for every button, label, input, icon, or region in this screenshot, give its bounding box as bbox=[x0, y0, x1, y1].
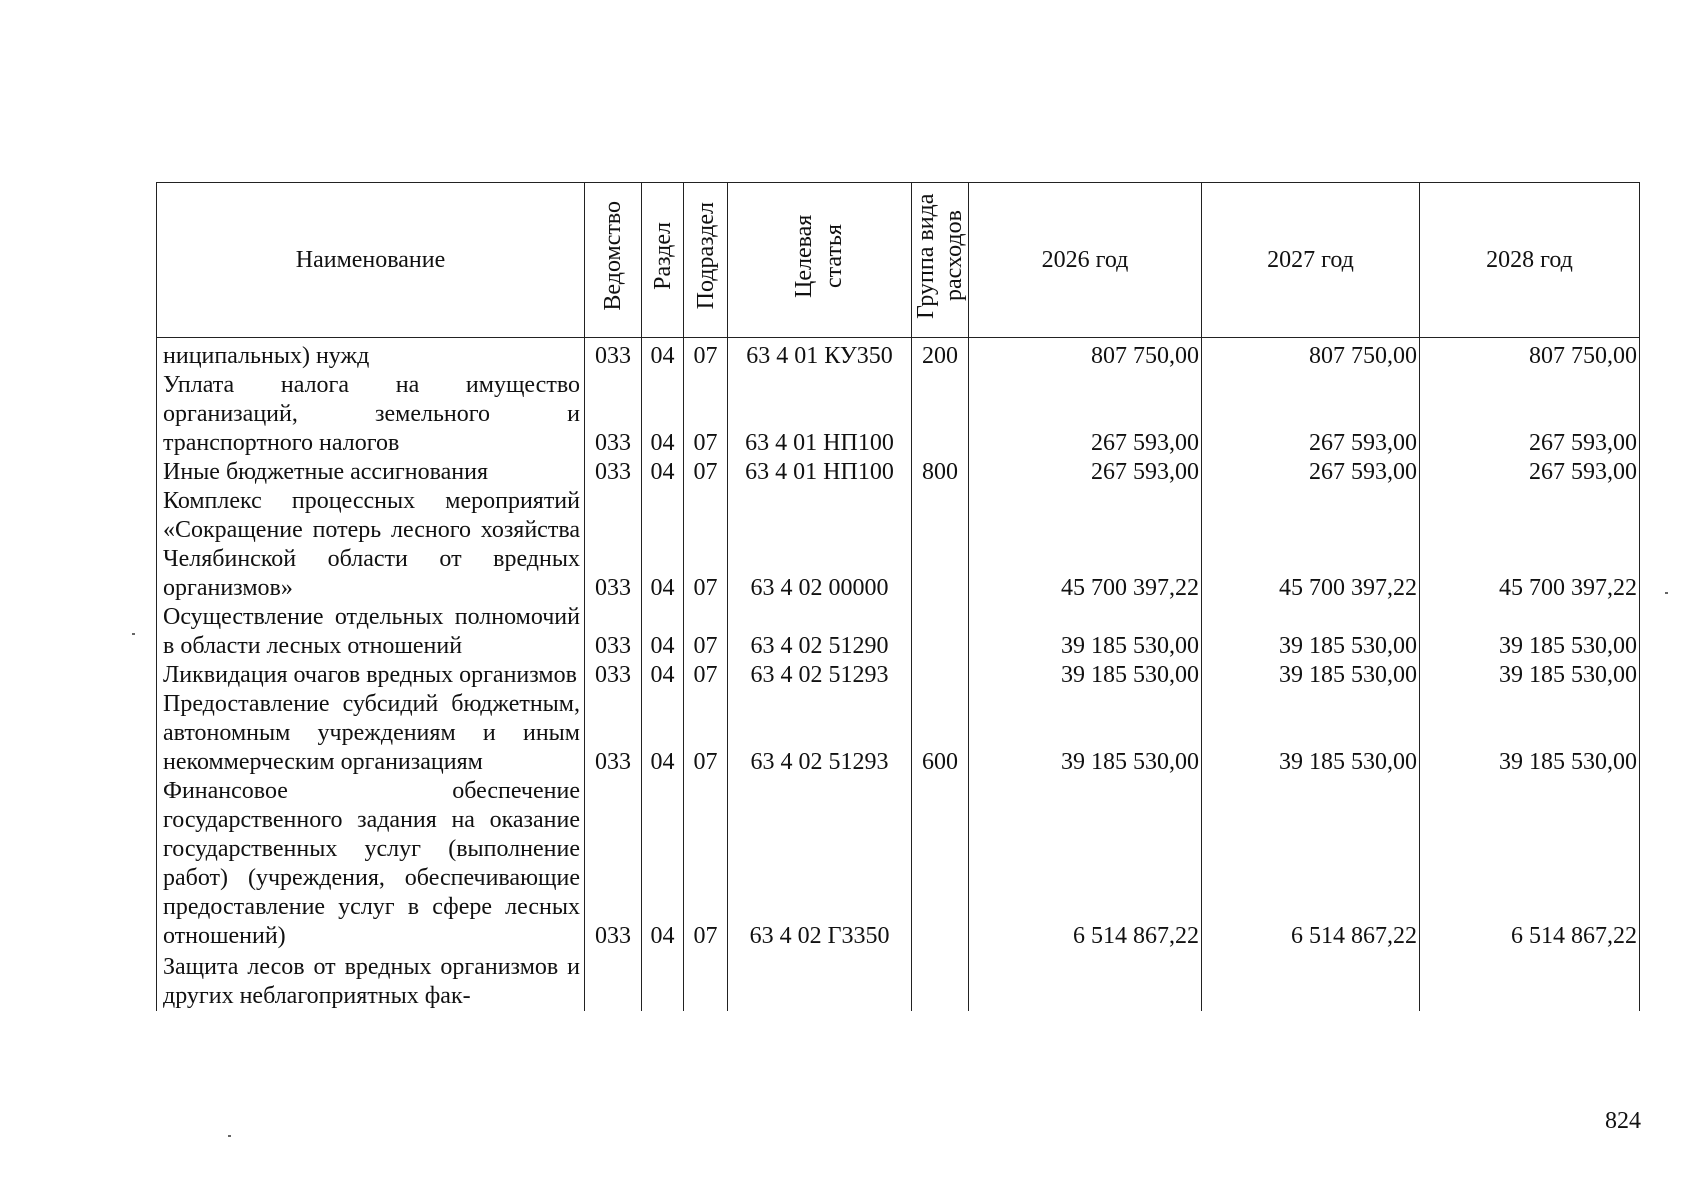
row-2027 bbox=[1202, 951, 1420, 1011]
row-2028: 39 185 530,00 bbox=[1420, 603, 1640, 661]
row-subsection: 07 bbox=[684, 487, 728, 603]
row-name: Комплекс процессных мероприятий «Сокращение потерь лесного хозяйства Челябинской области от вредных организмов» bbox=[157, 487, 585, 603]
row-group: 200 bbox=[912, 338, 969, 372]
row-2028: 807 750,00 bbox=[1420, 338, 1640, 372]
row-2026: 39 185 530,00 bbox=[969, 603, 1202, 661]
row-2028 bbox=[1420, 951, 1640, 1011]
row-2028: 39 185 530,00 bbox=[1420, 661, 1640, 690]
table-row bbox=[157, 951, 1640, 1011]
row-2026: 807 750,00 bbox=[969, 338, 1202, 372]
row-target: 63 4 02 00000 bbox=[728, 487, 912, 603]
row-name: Финансовое обеспечение государственного задания на оказание государственных услуг (выполнение работ) (учреждения, обеспечивающие предоставление услуг в сфере лесных отношений) bbox=[157, 777, 585, 951]
row-dept: 033 bbox=[585, 338, 642, 372]
row-dept: 033 bbox=[585, 661, 642, 690]
row-group bbox=[912, 777, 969, 951]
row-target: 63 4 02 51293 bbox=[728, 690, 912, 777]
header-2028: 2028 год bbox=[1420, 183, 1640, 338]
table-row bbox=[157, 371, 1640, 458]
row-2026: 39 185 530,00 bbox=[969, 661, 1202, 690]
row-dept: 033 bbox=[585, 487, 642, 603]
scan-speck bbox=[228, 1135, 231, 1137]
row-section: 04 bbox=[642, 371, 684, 458]
row-2028: 45 700 397,22 bbox=[1420, 487, 1640, 603]
row-2027: 267 593,00 bbox=[1202, 458, 1420, 487]
row-target: 63 4 02 51290 bbox=[728, 603, 912, 661]
row-section: 04 bbox=[642, 661, 684, 690]
row-section: 04 bbox=[642, 603, 684, 661]
row-2027: 39 185 530,00 bbox=[1202, 690, 1420, 777]
row-target: 63 4 01 НП100 bbox=[728, 371, 912, 458]
table-body bbox=[157, 338, 1640, 1012]
row-subsection: 07 bbox=[684, 458, 728, 487]
row-group bbox=[912, 371, 969, 458]
scan-speck bbox=[132, 633, 135, 635]
row-dept: 033 bbox=[585, 371, 642, 458]
header-name: Наименование bbox=[157, 183, 585, 338]
row-target: 63 4 02 51293 bbox=[728, 661, 912, 690]
row-2026: 6 514 867,22 bbox=[969, 777, 1202, 951]
row-2027: 267 593,00 bbox=[1202, 371, 1420, 458]
header-subsection: Подраздел bbox=[684, 183, 728, 338]
row-2028: 6 514 867,22 bbox=[1420, 777, 1640, 951]
table-row bbox=[157, 458, 1640, 487]
row-group bbox=[912, 951, 969, 1011]
row-2027: 39 185 530,00 bbox=[1202, 603, 1420, 661]
row-2027: 39 185 530,00 bbox=[1202, 661, 1420, 690]
row-dept bbox=[585, 951, 642, 1011]
row-subsection bbox=[684, 951, 728, 1011]
row-subsection: 07 bbox=[684, 690, 728, 777]
row-2027: 6 514 867,22 bbox=[1202, 777, 1420, 951]
page-number: 824 bbox=[1605, 1108, 1641, 1134]
row-subsection: 07 bbox=[684, 603, 728, 661]
row-name: Защита лесов от вредных организмов и других неблагоприятных фак- bbox=[157, 951, 585, 1011]
row-section: 04 bbox=[642, 487, 684, 603]
header-target: Целевая статья bbox=[728, 183, 912, 338]
row-target: 63 4 01 НП100 bbox=[728, 458, 912, 487]
row-2026: 267 593,00 bbox=[969, 458, 1202, 487]
row-dept: 033 bbox=[585, 777, 642, 951]
row-subsection: 07 bbox=[684, 371, 728, 458]
table-row bbox=[157, 487, 1640, 603]
row-2028: 267 593,00 bbox=[1420, 371, 1640, 458]
row-2027: 45 700 397,22 bbox=[1202, 487, 1420, 603]
row-name: ниципальных) нужд bbox=[157, 338, 585, 372]
row-subsection: 07 bbox=[684, 777, 728, 951]
row-group bbox=[912, 661, 969, 690]
row-2027: 807 750,00 bbox=[1202, 338, 1420, 372]
budget-table bbox=[156, 182, 1640, 1011]
row-2026: 39 185 530,00 bbox=[969, 690, 1202, 777]
row-section: 04 bbox=[642, 690, 684, 777]
table-row bbox=[157, 690, 1640, 777]
row-name: Предоставление субсидий бюджетным, автономным учреждениям и иным некоммерческим организациям bbox=[157, 690, 585, 777]
row-section: 04 bbox=[642, 338, 684, 372]
table-row bbox=[157, 661, 1640, 690]
row-target: 63 4 02 Г3350 bbox=[728, 777, 912, 951]
row-name: Уплата налога на имущество организаций, земельного и транспортного налогов bbox=[157, 371, 585, 458]
row-section bbox=[642, 951, 684, 1011]
row-group: 600 bbox=[912, 690, 969, 777]
row-subsection: 07 bbox=[684, 338, 728, 372]
header-group: Группа вида расходов bbox=[912, 183, 969, 338]
row-dept: 033 bbox=[585, 603, 642, 661]
table-header bbox=[157, 183, 1640, 338]
row-subsection: 07 bbox=[684, 661, 728, 690]
row-target: 63 4 01 КУ350 bbox=[728, 338, 912, 372]
table-row bbox=[157, 338, 1640, 372]
header-2026: 2026 год bbox=[969, 183, 1202, 338]
row-dept: 033 bbox=[585, 690, 642, 777]
scan-speck bbox=[1665, 592, 1668, 594]
row-name: Иные бюджетные ассигнования bbox=[157, 458, 585, 487]
header-2027: 2027 год bbox=[1202, 183, 1420, 338]
row-target bbox=[728, 951, 912, 1011]
row-name: Осуществление отдельных полномочий в области лесных отношений bbox=[157, 603, 585, 661]
table-row bbox=[157, 603, 1640, 661]
row-2028: 267 593,00 bbox=[1420, 458, 1640, 487]
row-section: 04 bbox=[642, 777, 684, 951]
header-dept: Ведомство bbox=[585, 183, 642, 338]
row-group bbox=[912, 603, 969, 661]
row-dept: 033 bbox=[585, 458, 642, 487]
row-2026 bbox=[969, 951, 1202, 1011]
row-group bbox=[912, 487, 969, 603]
row-section: 04 bbox=[642, 458, 684, 487]
table-row bbox=[157, 777, 1640, 951]
row-2028: 39 185 530,00 bbox=[1420, 690, 1640, 777]
row-2026: 45 700 397,22 bbox=[969, 487, 1202, 603]
row-group: 800 bbox=[912, 458, 969, 487]
header-section: Раздел bbox=[642, 183, 684, 338]
row-name: Ликвидация очагов вредных организмов bbox=[157, 661, 585, 690]
row-2026: 267 593,00 bbox=[969, 371, 1202, 458]
